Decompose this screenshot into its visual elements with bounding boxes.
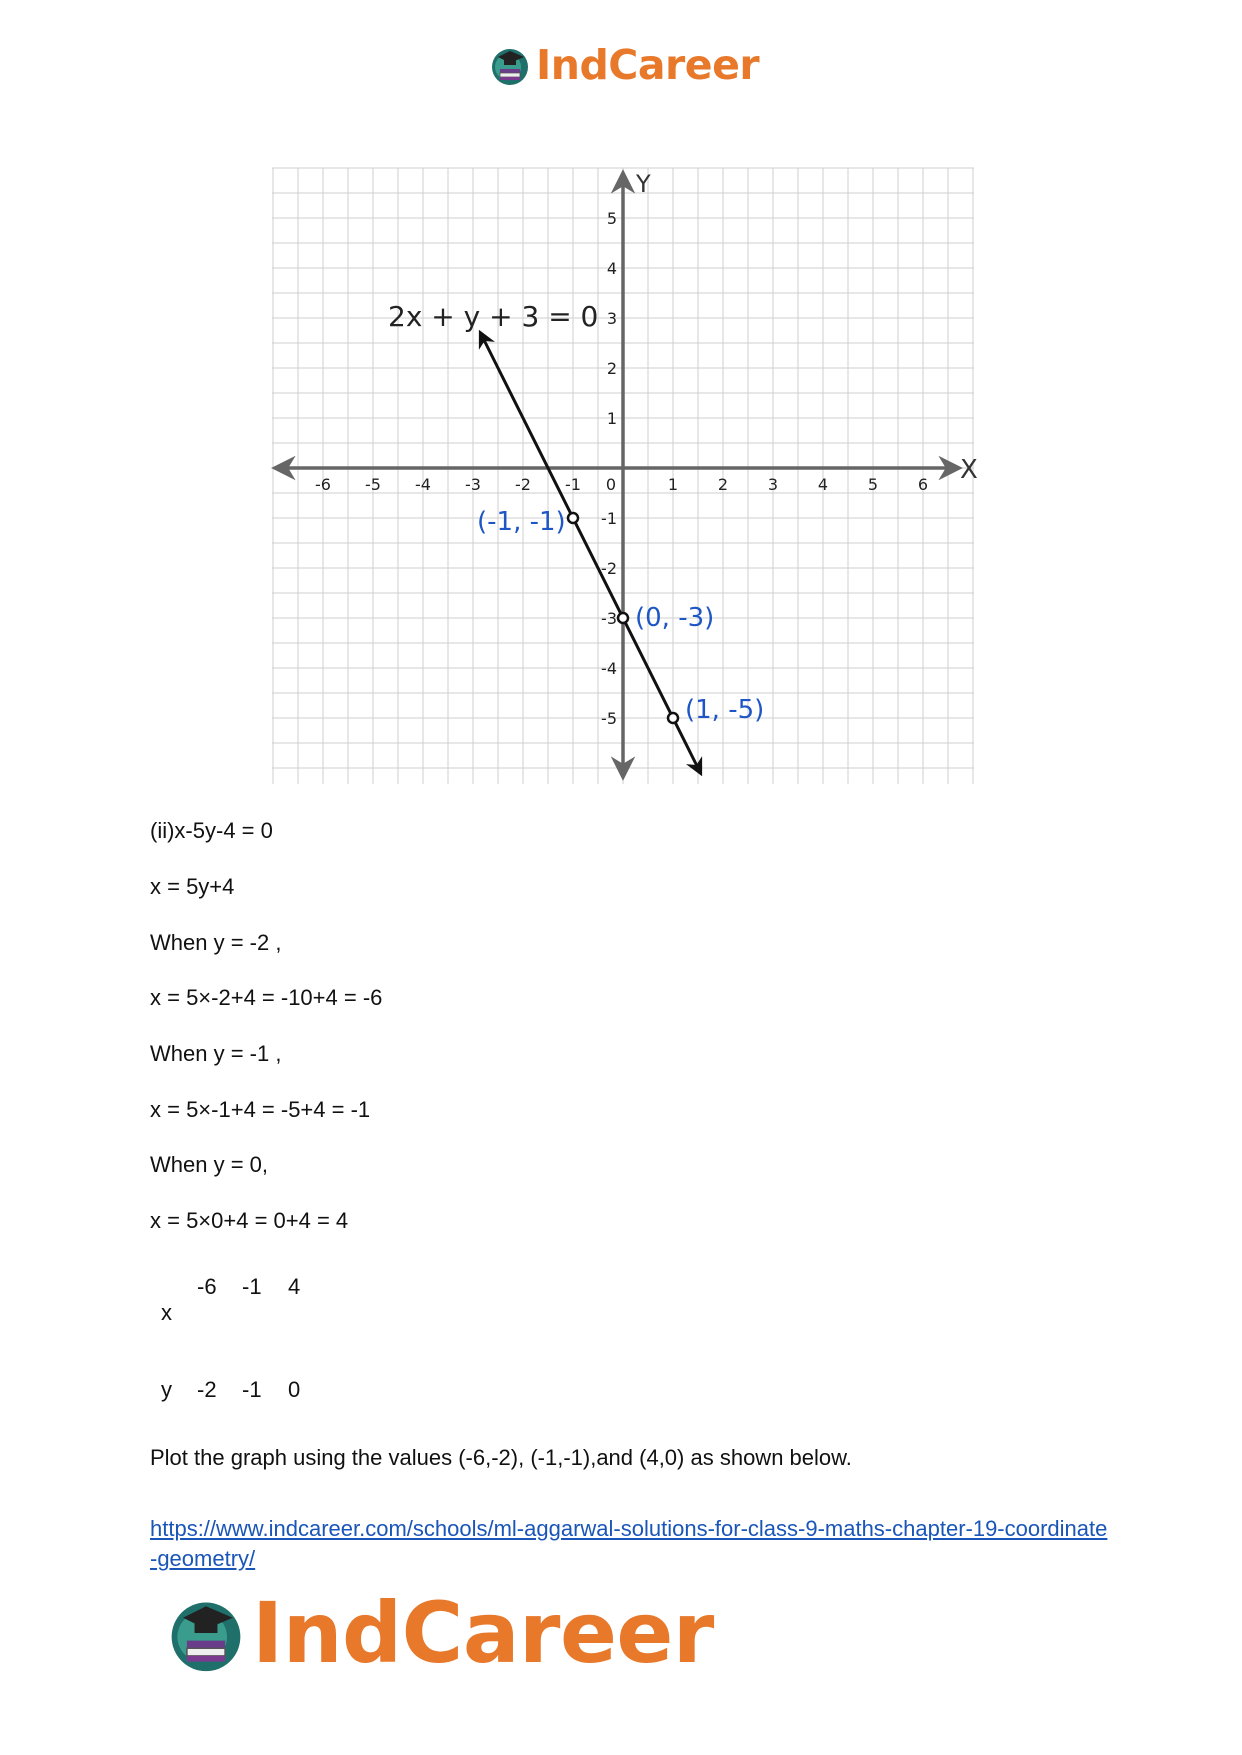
x-tick-label: -2 [515,475,531,494]
y-tick-label: -4 [601,659,617,678]
x-tick-label: 3 [767,475,779,494]
condition-line: When y = 0, [150,1152,269,1177]
table-cell: 0 [288,1377,301,1402]
x-tick-label: -1 [565,475,581,494]
graduation-book-logo-icon [488,43,532,87]
data-point [568,513,578,523]
y-tick-label: -2 [601,559,617,578]
point-label: (-1, -1) [477,507,566,537]
calculation-line: x = 5×0+4 = 0+4 = 4 [150,1208,349,1233]
x-tick-label: -6 [315,475,331,494]
rearranged-line: x = 5y+4 [150,874,235,899]
point-label: (1, -5) [685,695,765,725]
equation-label: 2x + y + 3 = 0 [388,300,599,333]
y-tick-label: -1 [601,509,617,528]
x-axis-label: X [960,455,978,485]
calculation-line: x = 5×-2+4 = -10+4 = -6 [150,985,383,1010]
point-label: (0, -3) [635,603,715,633]
x-tick-label: -3 [465,475,481,494]
x-tick-label: -5 [365,475,381,494]
y-tick-label: 3 [606,309,617,328]
table-cell: -1 [242,1377,262,1402]
equation-line: (ii)x-5y-4 = 0 [150,818,273,843]
table-y-label: y [161,1377,172,1402]
brand-name: IndCareer [536,41,760,89]
data-point [618,613,628,623]
table-x-label: x [161,1300,172,1325]
y-tick-label: -3 [601,609,617,628]
data-point [668,713,678,723]
brand-name: IndCareer [252,1584,714,1682]
x-tick-label: 6 [917,475,929,494]
y-axis-label: Y [636,170,651,198]
table-cell: 4 [288,1274,301,1299]
solution-link[interactable]: https://www.indcareer.com/schools/ml-aggarwal-solutions-for-class-9-maths-chapter-19-coordinate-geometry/ [150,1516,1108,1571]
y-tick-label: 2 [606,359,617,378]
x-tick-label: 1 [667,475,679,494]
y-tick-label: -5 [601,709,617,728]
condition-line: When y = -1 , [150,1041,282,1066]
x-tick-label: 2 [717,475,729,494]
x-tick-label: 4 [817,475,829,494]
graduation-book-logo-icon [164,1591,248,1675]
coordinate-graph [272,168,978,784]
condition-line: When y = -2 , [150,930,282,955]
calculation-line: x = 5×-1+4 = -5+4 = -1 [150,1097,371,1122]
x-tick-label: -4 [415,475,431,494]
table-cell: -2 [197,1377,217,1402]
y-tick-label: 5 [606,209,617,228]
y-tick-label: 4 [606,259,617,278]
x-tick-label: 5 [867,475,879,494]
line-2x-plus-y-plus-3 [481,333,701,773]
footer-logo [164,1584,714,1682]
plot-instruction: Plot the graph using the values (-6,-2), (-1,-1),and (4,0) as shown below. [150,1445,852,1470]
y-tick-label: 1 [606,409,617,428]
table-cell: -6 [197,1274,217,1299]
x-tick-label: 0 [605,475,617,494]
header-logo [488,40,759,90]
table-cell: -1 [242,1274,262,1299]
